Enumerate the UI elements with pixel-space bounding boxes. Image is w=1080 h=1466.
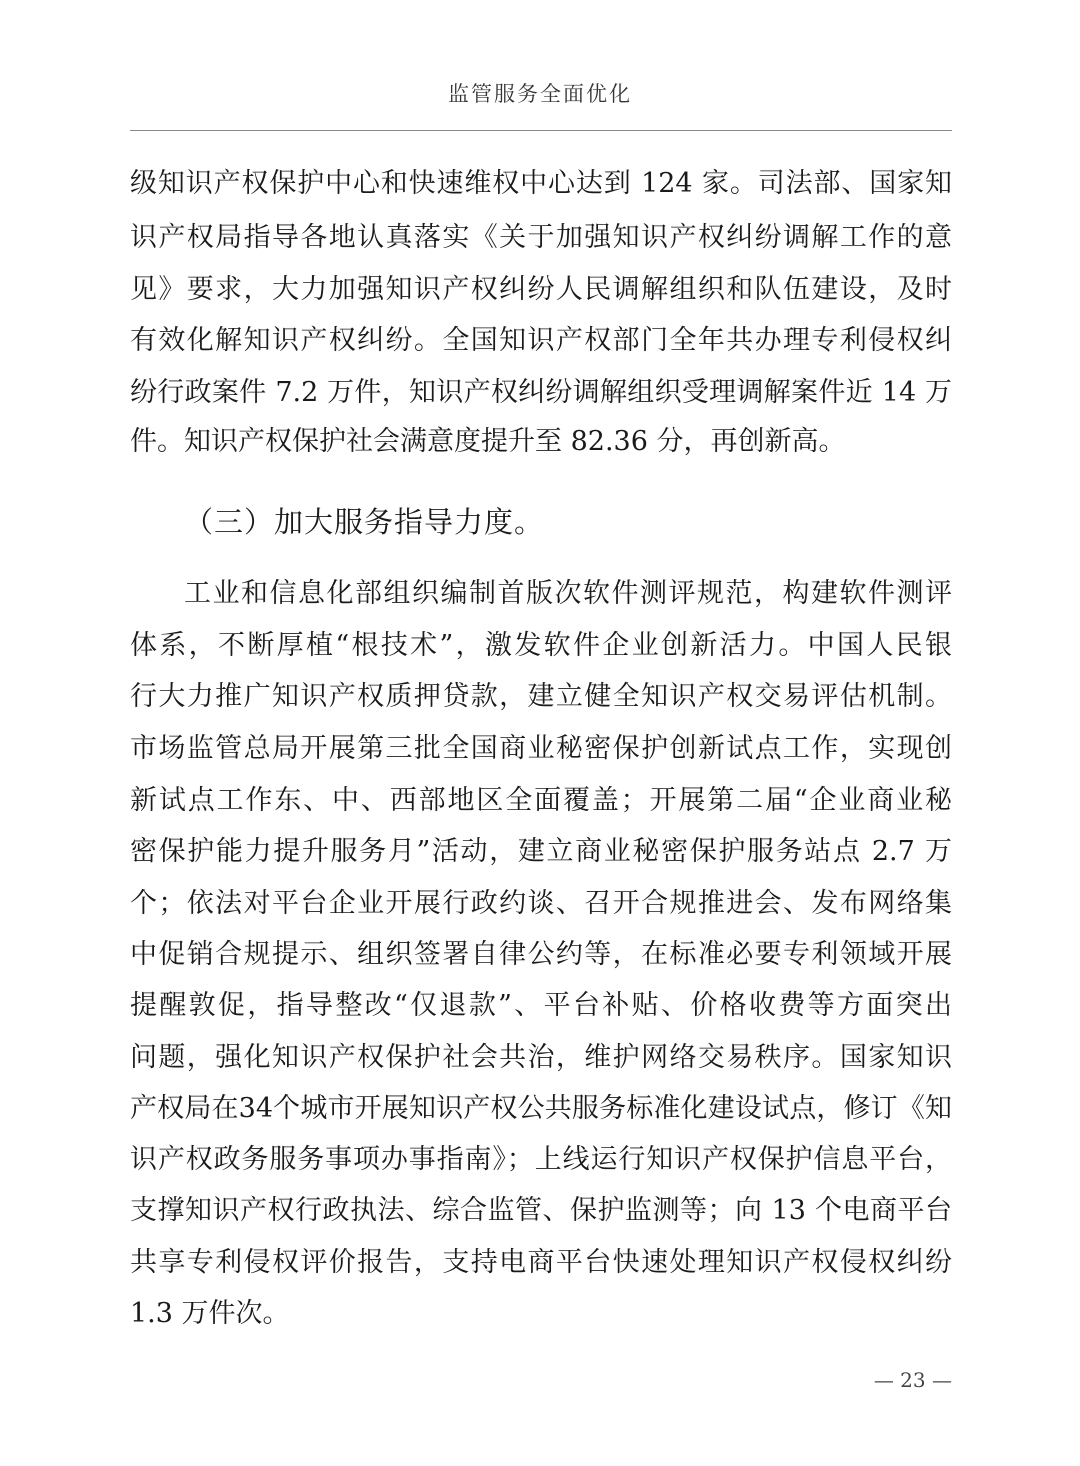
paragraph-line: 问题，强化知识产权保护社会共治，维护网络交易秩序。国家知识 (130, 1042, 952, 1073)
paragraph-line: 新试点工作东、中、西部地区全面覆盖；开展第二届“企业商业秘 (130, 785, 952, 816)
paragraph-line: 有效化解知识产权纠纷。全国知识产权部门全年共办理专利侵权纠 (130, 325, 952, 356)
paragraph-line: 体系，不断厚植“根技术”，激发软件企业创新活力。中国人民银 (130, 630, 952, 661)
paragraph-line: 纷行政案件 7.2 万件，知识产权纠纷调解组织受理调解案件近 14 万 (130, 377, 952, 408)
paragraph-line: 产权局在34个城市开展知识产权公共服务标准化建设试点，修订《知 (130, 1093, 952, 1124)
paragraph-line: 中促销合规提示、组织签署自律公约等，在标准必要专利领域开展 (130, 939, 952, 970)
paragraph-line: 级知识产权保护中心和快速维权中心达到 124 家。司法部、国家知 (130, 168, 952, 199)
paragraph-line: 密保护能力提升服务月”活动，建立商业秘密保护服务站点 2.7 万 (130, 836, 952, 867)
paragraph-line: 识产权政务服务事项办事指南》；上线运行知识产权保护信息平台， (130, 1144, 952, 1175)
paragraph-line: 支撑知识产权行政执法、综合监管、保护监测等；向 13 个电商平台 (130, 1195, 952, 1226)
paragraph-line: 市场监管总局开展第三批全国商业秘密保护创新试点工作，实现创 (130, 733, 952, 764)
paragraph-line: 个；依法对平台企业开展行政约谈、召开合规推进会、发布网络集 (130, 888, 952, 919)
paragraph-line: 行大力推广知识产权质押贷款，建立健全知识产权交易评估机制。 (130, 681, 952, 712)
paragraph-line: 1.3 万件次。 (130, 1298, 290, 1329)
paragraph-line: 共享专利侵权评价报告，支持电商平台快速处理知识产权侵权纠纷 (130, 1247, 952, 1278)
paragraph-line: 件。知识产权保护社会满意度提升至 82.36 分，再创新高。 (130, 426, 846, 457)
page-header-title: 监管服务全面优化 (448, 82, 632, 106)
paragraph-line: 见》要求，大力加强知识产权纠纷人民调解组织和队伍建设，及时 (130, 274, 952, 305)
section-heading: （三）加大服务指导力度。 (184, 505, 545, 539)
page-number: — 23 — (873, 1368, 952, 1392)
paragraph-line: 提醒敦促，指导整改“仅退款”、平台补贴、价格收费等方面突出 (130, 990, 952, 1021)
header-rule (130, 130, 952, 131)
paragraph-line: 工业和信息化部组织编制首版次软件测评规范，构建软件测评 (184, 578, 952, 609)
paragraph-line: 识产权局指导各地认真落实《关于加强知识产权纠纷调解工作的意 (130, 222, 952, 253)
